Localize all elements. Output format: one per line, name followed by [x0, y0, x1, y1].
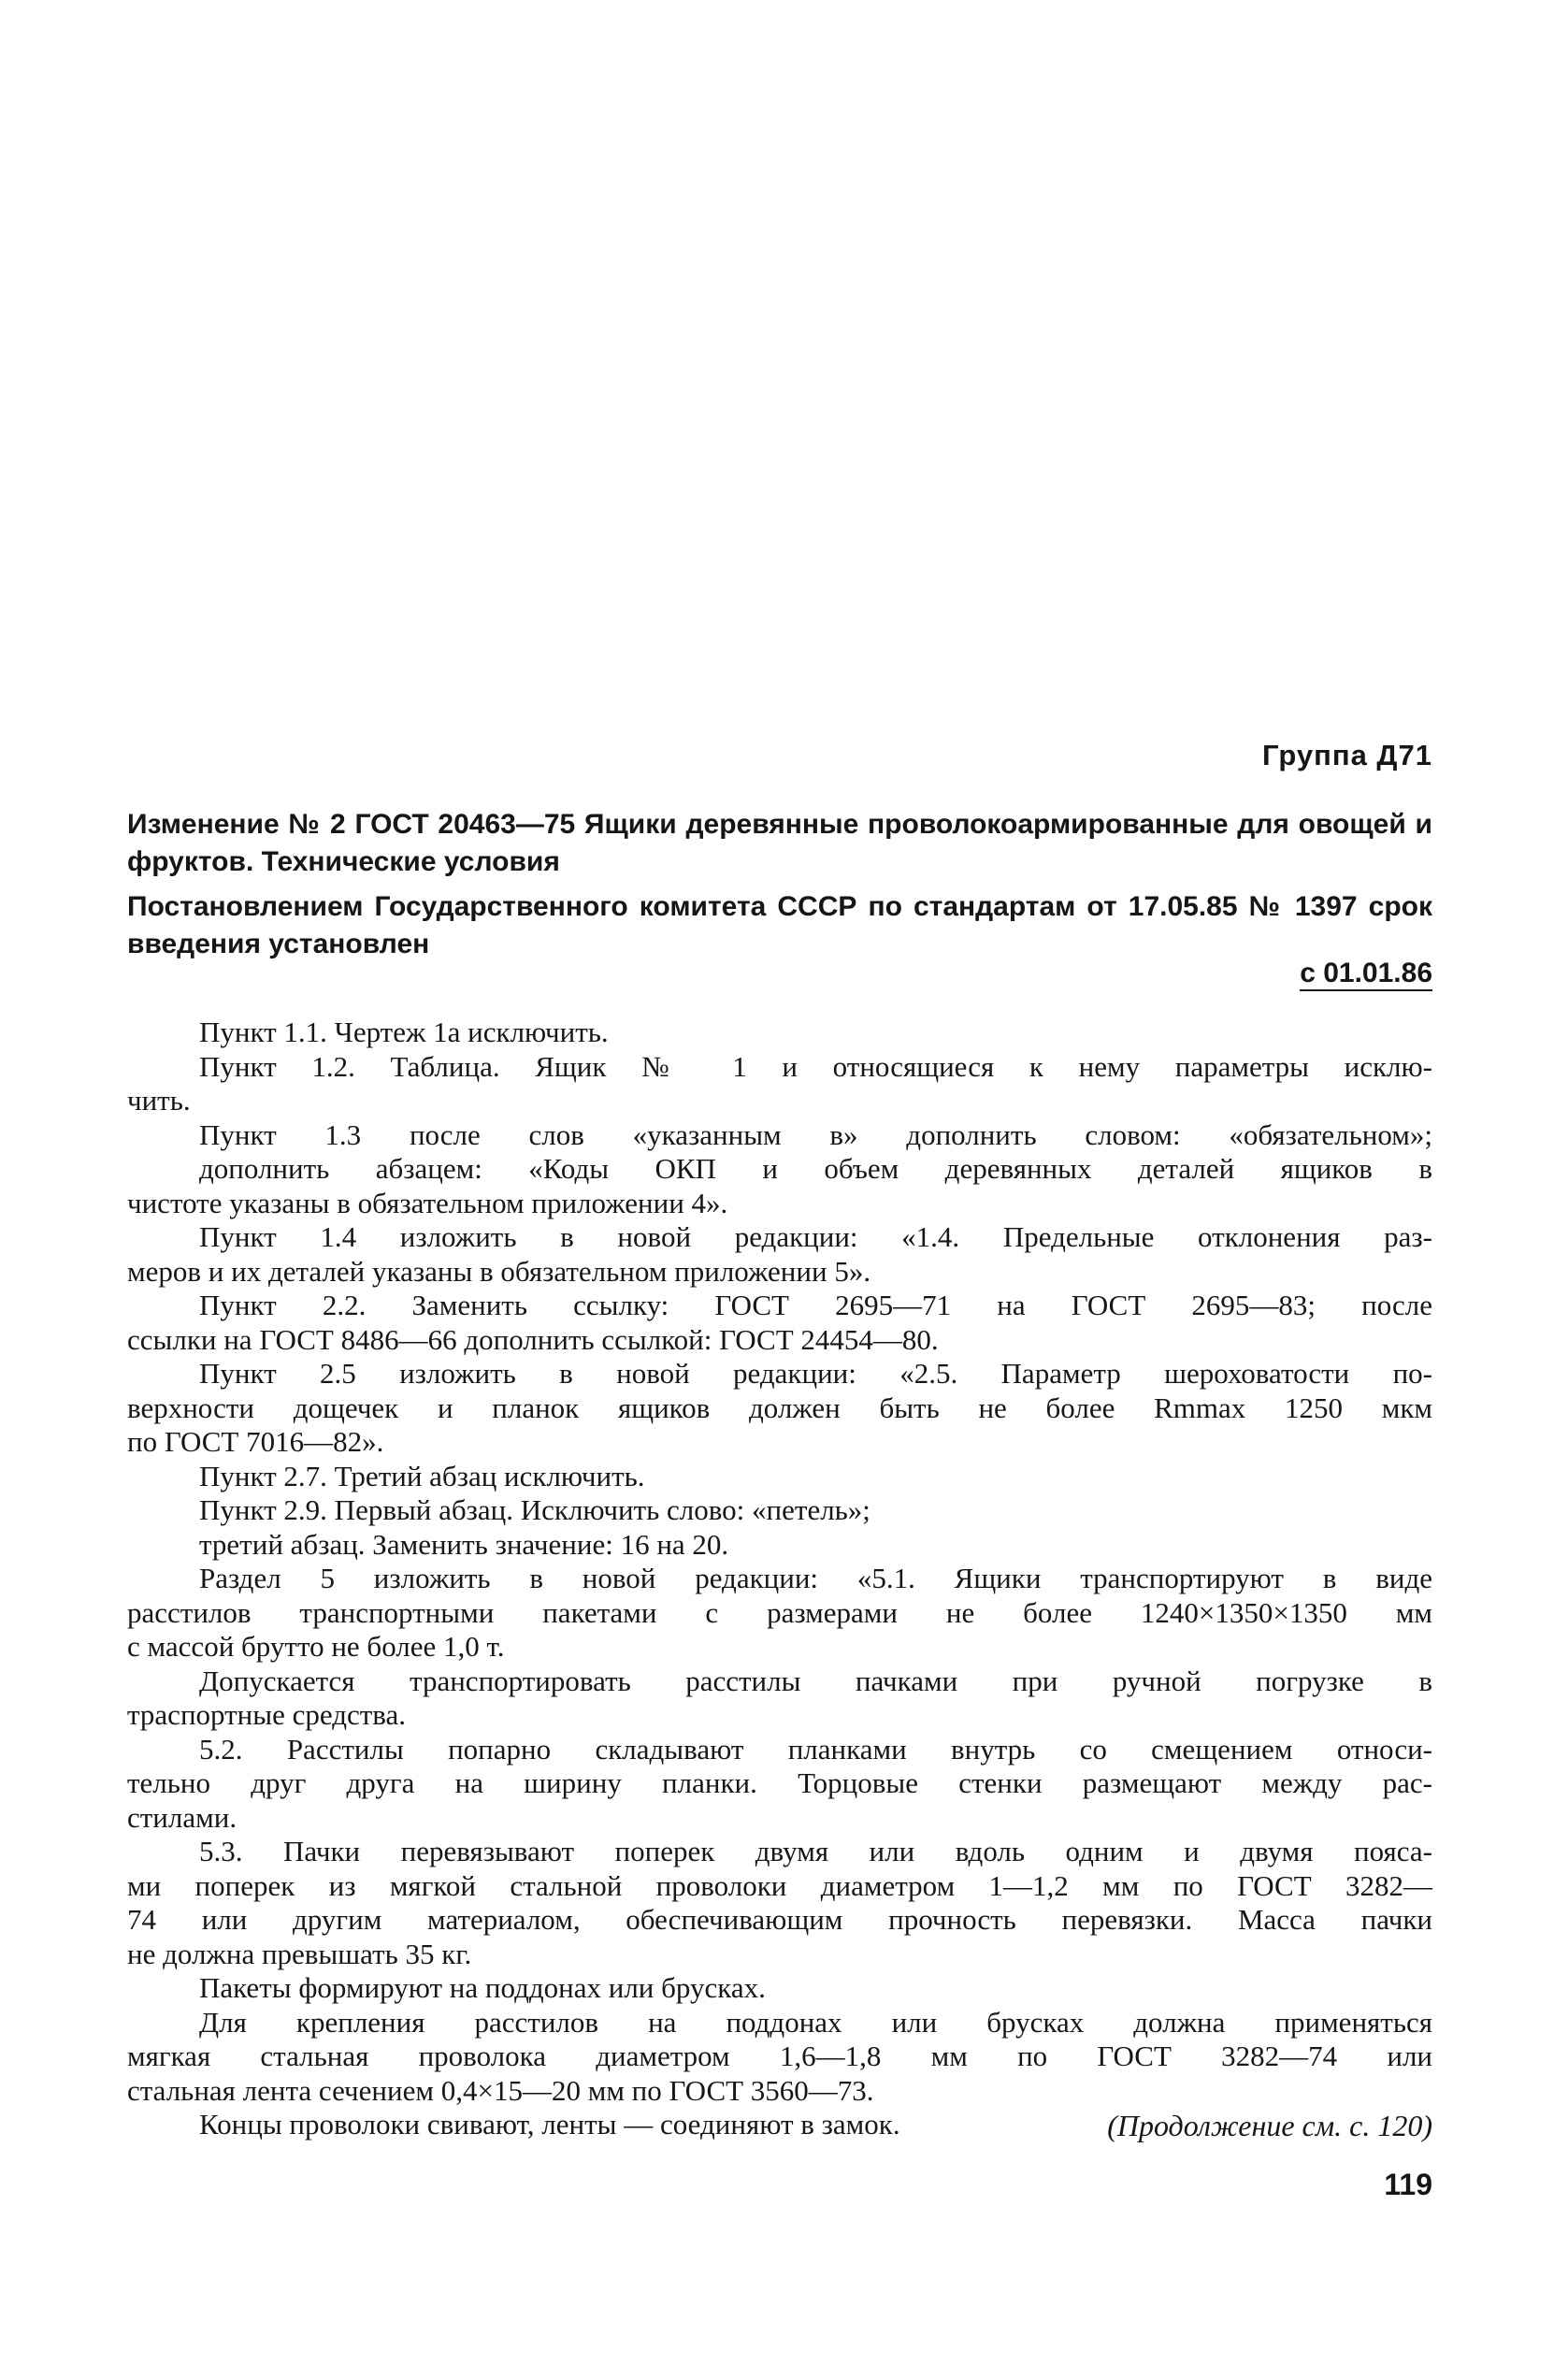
- decree-text: Постановлением Государственного комитета СССР по стандартам от 17.05.85 № 1397 срок введения установлен: [127, 891, 1432, 959]
- body-line: стилами.: [127, 1800, 237, 1834]
- body-line: мягкая стальная проволока диаметром 1,6—1,8 мм по ГОСТ 3282—74 или: [127, 2040, 1432, 2072]
- body-line: Раздел 5 изложить в новой редакции: «5.1. Ящики транспортируют в виде: [199, 1562, 1432, 1594]
- body-line: Пункт 2.9. Первый абзац. Исключить слово: «петель»;: [199, 1493, 870, 1526]
- body-line: стальная лента сечением 0,4×15—20 мм по ГОСТ 3560—73.: [127, 2073, 874, 2107]
- body-line: Пункт 2.5 изложить в новой редакции: «2.5. Параметр шероховатости по-: [199, 1357, 1432, 1390]
- body-line: Пункт 1.2. Таблица. Ящик № 1 и относящиеся к нему параметры исклю-: [199, 1049, 1432, 1083]
- body-line: 5.3. Пачки перевязывают поперек двумя или вдоль одним и двумя пояса-: [199, 1835, 1432, 1867]
- effective-date: [94, 958, 1432, 989]
- body-line: дополнить абзацем: «Коды ОКП и объем деревянных деталей ящиков в: [199, 1152, 1432, 1185]
- body-line: 5.2. Расстилы попарно складывают планками внутрь со смещением относи-: [199, 1732, 1432, 1766]
- body-line: 74 или другим материалом, обеспечивающим прочность перевязки. Масса пачки: [127, 1903, 1432, 1936]
- body-line: ми поперек из мягкой стальной проволоки диаметром 1—1,2 мм по ГОСТ 3282—: [127, 1868, 1432, 1902]
- body-line: верхности дощечек и планок ящиков должен быть не более Rmmax 1250 мкм: [127, 1391, 1432, 1424]
- body-line: Для крепления расстилов на поддонах или брусках должна применяться: [199, 2005, 1432, 2039]
- body-line: расстилов транспортными пакетами с размерами не более 1240×1350×1350 мм: [127, 1595, 1432, 1629]
- amendment-title: Изменение № 2 ГОСТ 20463—75 Ящики деревянные проволокоармированные для овощей и фруктов. Технические условия: [127, 809, 1432, 877]
- body-line: Концы проволоки свивают, ленты — соединяют в замок.: [199, 2108, 900, 2141]
- body-line: Пункт 2.7. Третий абзац исключить.: [199, 1459, 645, 1492]
- continuation-note: (Продолжение см. с. 120): [1107, 2109, 1432, 2142]
- body-line: Пункт 2.2. Заменить ссылку: ГОСТ 2695—71 на ГОСТ 2695—83; после: [199, 1289, 1432, 1321]
- body-line: чистоте указаны в обязательном приложении 4».: [127, 1186, 728, 1219]
- effective-date-value: с 01.01.86: [1300, 958, 1432, 991]
- body-line: по ГОСТ 7016—82».: [127, 1425, 384, 1458]
- page-number: 119: [1384, 2168, 1432, 2201]
- body-line: Пакеты формируют на поддонах или брусках.: [199, 1971, 766, 2004]
- body-line: тельно друг друга на ширину планки. Торцовые стенки размещают между рас-: [127, 1766, 1432, 1799]
- body-line: ссылки на ГОСТ 8486—66 дополнить ссылкой: ГОСТ 24454—80.: [127, 1322, 939, 1356]
- body-line: с массой брутто не более 1,0 т.: [127, 1630, 505, 1663]
- body-line: чить.: [127, 1084, 191, 1117]
- body-line: Пункт 1.4 изложить в новой редакции: «1.4. Предельные отклонения раз-: [199, 1220, 1432, 1253]
- document-body: [127, 1016, 1432, 2142]
- body-line: третий абзац. Заменить значение: 16 на 20.: [199, 1527, 729, 1561]
- group-code: Группа Д71: [1261, 739, 1432, 771]
- body-line: Допускается транспортировать расстилы пачками при ручной погрузке в: [199, 1664, 1432, 1697]
- body-line: траспортные средства.: [127, 1698, 407, 1731]
- body-line: Пункт 1.3 после слов «указанным в» дополнить словом: «обязательном»;: [199, 1117, 1432, 1151]
- body-line: меров и их деталей указаны в обязательном приложении 5».: [127, 1254, 871, 1288]
- body-line: Пункт 1.1. Чертеж 1а исключить.: [199, 1016, 609, 1048]
- body-line: не должна превышать 35 кг.: [127, 1937, 472, 1970]
